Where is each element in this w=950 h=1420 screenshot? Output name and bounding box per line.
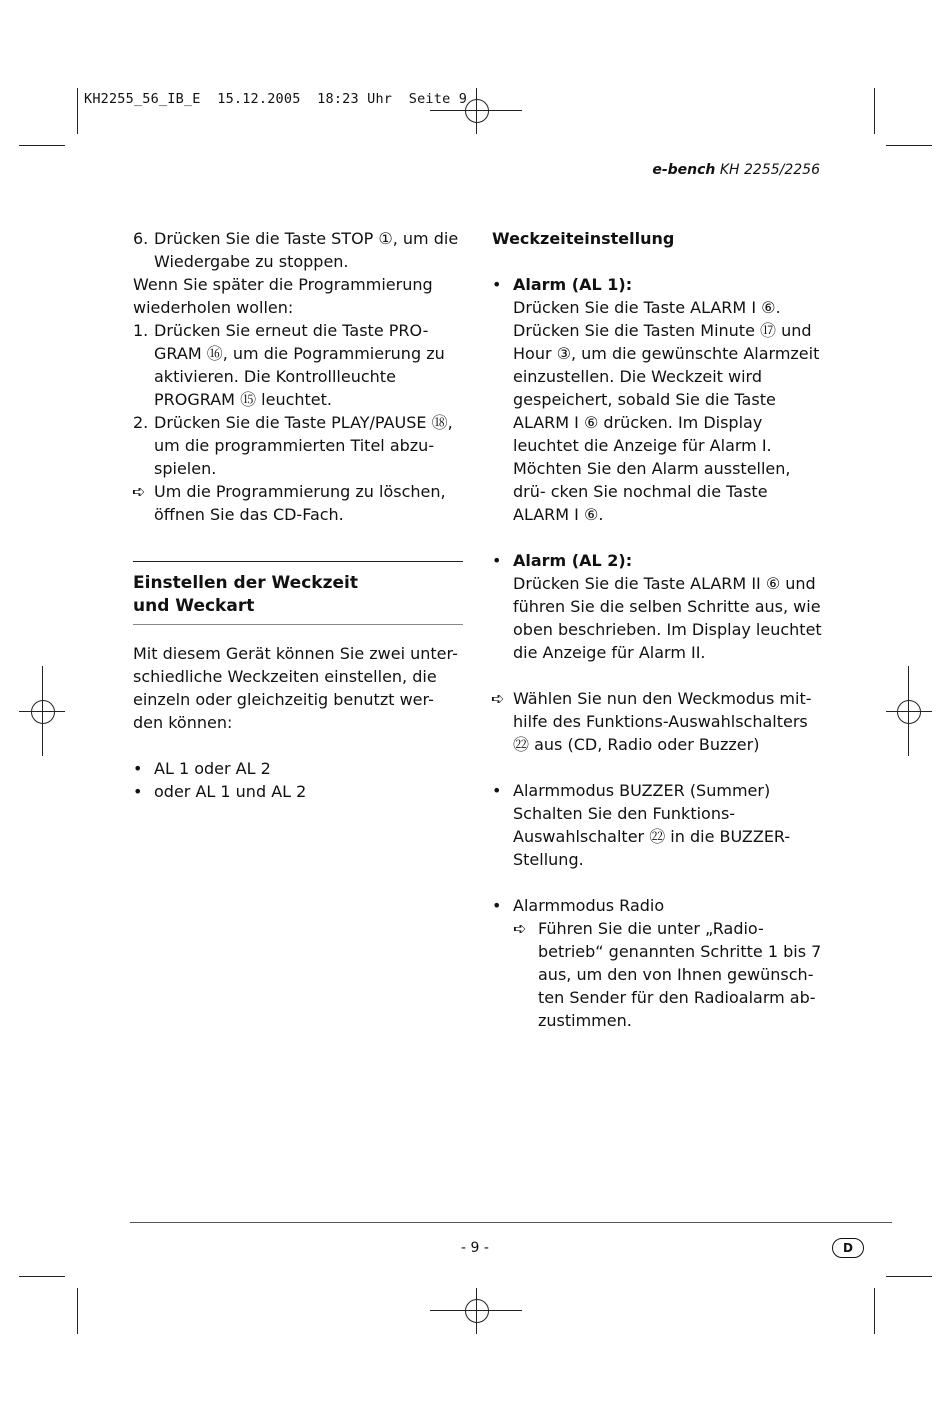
arrow-icon: ➪ (132, 482, 146, 501)
arrow-icon: ➪ (513, 919, 527, 938)
brand-name: e-bench (652, 162, 716, 178)
step-number: 2. (133, 413, 149, 432)
list-item (133, 757, 463, 780)
repeat-intro: Wenn Sie später die Programmierung wiederholen wollen: (133, 275, 433, 317)
intro-paragraph: Mit diesem Gerät können Sie zwei unter- schiedliche Weckzeiten einstellen, die einzeln oder gleichzeitig benutzt wer- den können: (133, 644, 458, 732)
step-number: 6. (133, 229, 149, 248)
buzzer-block (492, 779, 827, 871)
crop-mark (19, 1276, 65, 1277)
alarm-1-block (492, 273, 827, 526)
alarm-2-block (492, 549, 827, 664)
print-slug: KH2255_56_IB_E 15.12.2005 18:23 Uhr Seite 9 (84, 91, 468, 107)
crop-mark (19, 145, 65, 146)
repeat-steps (133, 319, 463, 480)
step-text: Drücken Sie die Taste STOP ①, um die Wiedergabe zu stoppen. (154, 229, 459, 271)
bullet-icon: • (492, 781, 502, 800)
note-text: Führen Sie die unter „Radio- betrieb“ genannten Schritte 1 bis 7 aus, um den von Ihnen gewünsch- ten Sender für den Radioalarm ab- zustimmen. (538, 919, 822, 1030)
section-heading: Weckzeiteinstellung (492, 229, 675, 248)
crop-mark (77, 88, 78, 134)
crop-mark (886, 1276, 932, 1277)
heading-line: Einstellen der Weckzeit (133, 573, 358, 593)
registration-circle-right (897, 700, 921, 724)
alarm-2-title: Alarm (AL 2): (513, 551, 633, 570)
bullet-icon: • (492, 896, 502, 915)
step-text: Drücken Sie erneut die Taste PRO- GRAM ⑯, um die Pogrammierung zu aktivieren. Die Kontrollleuchte PROGRAM ⑮ leuchtet. (154, 321, 445, 409)
bullet-icon: • (133, 759, 143, 778)
registration-circle-top (465, 99, 489, 123)
mode-note (492, 687, 827, 756)
section-heading (133, 561, 463, 625)
note-text: Wählen Sie nun den Weckmodus mit- hilfe des Funktions-Auswahlschalters ㉒ aus (CD, Radio oder Buzzer) (513, 689, 812, 754)
note-text: Um die Programmierung zu löschen, öffnen Sie das CD-Fach. (154, 482, 446, 524)
heading-line: und Weckart (133, 596, 255, 616)
bullet-icon: • (492, 551, 502, 570)
buzzer-title: Alarmmodus BUZZER (Summer) (513, 781, 771, 800)
crop-mark (874, 88, 875, 134)
delete-note (133, 480, 463, 526)
registration-circle-bottom (465, 1299, 489, 1323)
right-column (492, 227, 827, 1032)
list-item-step-6 (133, 227, 463, 273)
crop-mark (886, 145, 932, 146)
arrow-icon: ➪ (491, 689, 505, 708)
list-item (133, 411, 463, 480)
bullet-text: oder AL 1 und AL 2 (154, 782, 307, 801)
bullet-icon: • (492, 275, 502, 294)
list-item (133, 780, 463, 803)
alarm-2-text: Drücken Sie die Taste ALARM II ⑥ und führen Sie die selben Schritte aus, wie oben beschrieben. Im Display leuchtet die Anzeige für Alarm II. (513, 574, 822, 662)
footer-rule (130, 1222, 892, 1223)
buzzer-text: Schalten Sie den Funktions- Auswahlschalter ㉒ in die BUZZER- Stellung. (513, 804, 791, 869)
list-item (133, 319, 463, 411)
radio-block (492, 894, 827, 1032)
step-text: Drücken Sie die Taste PLAY/PAUSE ⑱, um die programmierten Titel abzu- spielen. (154, 413, 453, 478)
radio-note (513, 917, 827, 1032)
registration-circle-left (31, 700, 55, 724)
radio-title: Alarmmodus Radio (513, 896, 665, 915)
alarm-1-text: Drücken Sie die Taste ALARM I ⑥. Drücken Sie die Tasten Minute ⑰ und Hour ③, um die gewünschte Alarmzeit einzustellen. Die Weckzeit wird gespeichert, sobald Sie die Taste ALARM I ⑥ drücken. Im Display leuchtet die Anzeige für Alarm I. Möchten Sie den Alarm ausstellen, drü- cken Sie nochmal die Taste ALARM I ⑥. (513, 298, 820, 524)
page-number: - 9 - (461, 1240, 489, 1256)
language-badge: D (832, 1238, 864, 1258)
crop-mark (874, 1288, 875, 1334)
alarm-1-title: Alarm (AL 1): (513, 275, 633, 294)
bullet-icon: • (133, 782, 143, 801)
step-number: 1. (133, 321, 149, 340)
bullet-text: AL 1 oder AL 2 (154, 759, 271, 778)
running-head (652, 162, 820, 178)
crop-mark (77, 1288, 78, 1334)
model-number: KH 2255/2256 (719, 162, 820, 178)
left-column (133, 227, 463, 803)
